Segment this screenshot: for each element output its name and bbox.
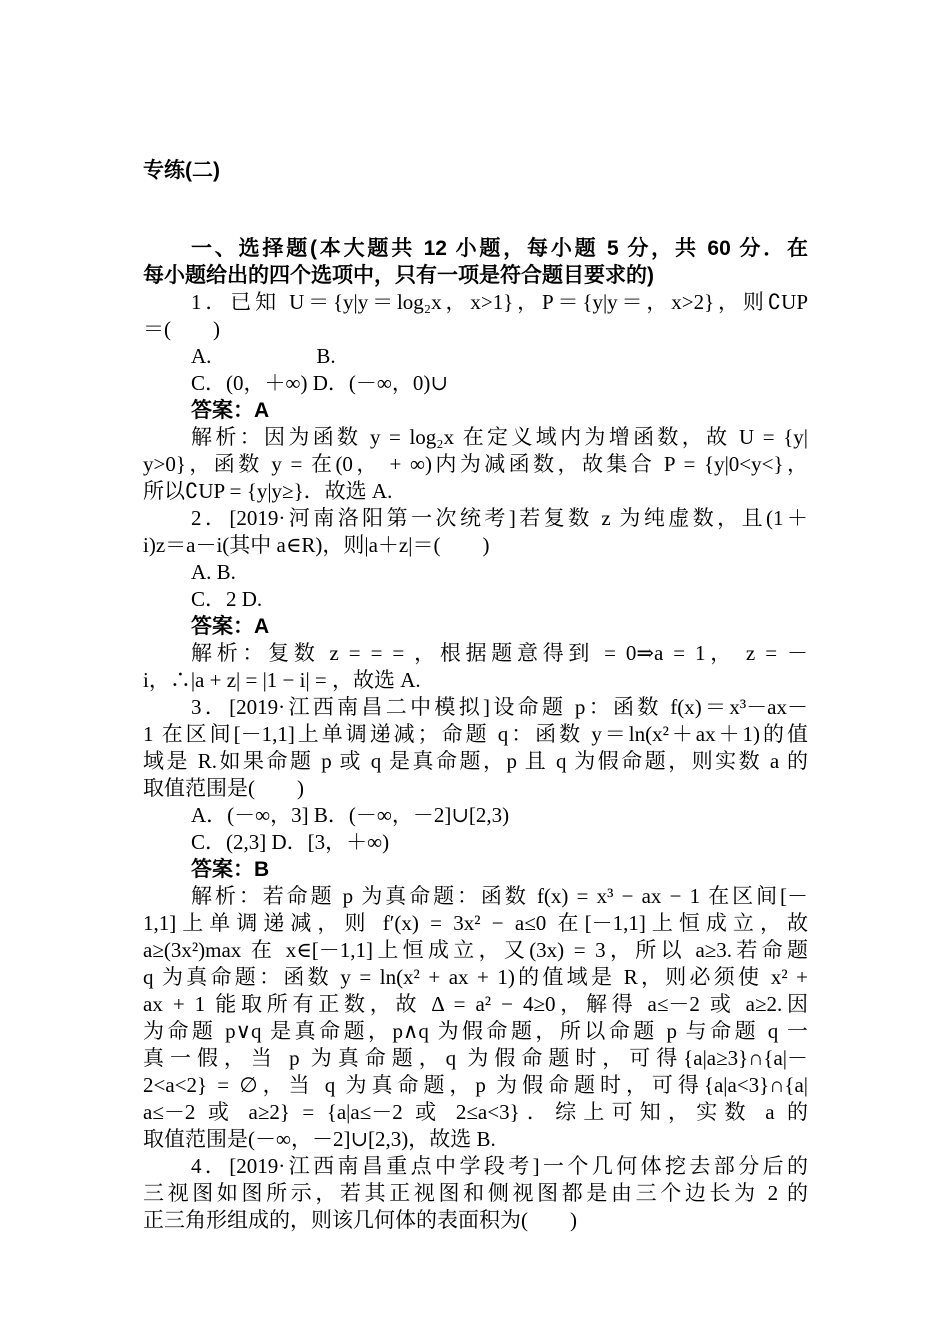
solution-line: 1,1]上单调递减，则 f′(x) = 3x² − a≤0 在[－1,1]上恒成立，故 — [143, 911, 808, 935]
solution-line: a≥(3x²)max 在 x∈[－1,1]上恒成立，又(3x) = 3，所以 a≥3.若命题 — [143, 938, 808, 962]
answer-line: 答案：B — [191, 858, 270, 881]
solution-line: i，∴|a + z| = |1 − i| = ，故选 A. — [143, 668, 421, 692]
question-line: 三视图如图所示，若其正视图和侧视图都是由三个边长为 2 的 — [143, 1181, 808, 1205]
solution-line: 所以∁UP = {y|y≥}．故选 A. — [143, 479, 393, 503]
question-line: 1 在区间[－1,1]上单调递减；命题 q：函数 y＝ln(x²＋ax＋1)的值 — [143, 722, 808, 746]
option-line: A．(－∞，3] B．(－∞，－2]∪[2,3) — [191, 803, 510, 827]
option-line: C．(2,3] D．[3，＋∞) — [191, 830, 390, 854]
solution-line: 解析：若命题 p 为真命题：函数 f(x) = x³ − ax − 1 在区间[－ — [191, 884, 808, 908]
answer-line: 答案：A — [191, 399, 270, 422]
option-line: C．(0，＋∞) D．(－∞，0)∪ — [191, 371, 448, 395]
solution-line: 真一假，当 p 为真命题，q 为假命题时，可得{a|a≥3}∩{a|－ — [143, 1046, 808, 1070]
question-line: 取值范围是( ) — [143, 776, 304, 800]
solution-line: a≤－2 或 a≥2} = {a|a≤－2 或 2≤a<3}．综上可知，实数 a 的 — [143, 1100, 808, 1124]
section-heading-cont: 每小题给出的四个选项中，只有一项是符合题目要求的) — [143, 264, 654, 287]
question-2: 2．[2019·河南洛阳第一次统考]若复数 z 为纯虚数，且(1＋ — [191, 506, 808, 530]
solution-line: 2<a<2} = ∅，当 q 为真命题，p 为假命题时，可得{a|a<3}∩{a| — [143, 1073, 808, 1097]
solution-line: q 为真命题：函数 y = ln(x² + ax + 1)的值域是 R，则必须使 x² + — [143, 965, 808, 989]
solution-line: 取值范围是(－∞，－2]∪[2,3)，故选 B. — [143, 1127, 496, 1151]
solution-line: ax + 1 能取所有正数，故 Δ = a² − 4≥0，解得 a≤－2 或 a≥2.因 — [143, 992, 808, 1016]
question-line: 域是 R.如果命题 p 或 q 是真命题，p 且 q 为假命题，则实数 a 的 — [143, 749, 808, 773]
question-line: i)z＝a－i(其中 a∈R)，则|a＋z|＝( ) — [143, 533, 490, 557]
question-1: 1．已知 U＝{y|y＝log₂x，x>1}，P＝{y|y＝，x>2}，则∁UP — [191, 290, 808, 314]
option-line: C．2 D. — [191, 587, 263, 611]
question-4: 4．[2019·江西南昌重点中学段考]一个几何体挖去部分后的 — [191, 1154, 808, 1178]
solution-line: 解析：复数 z = = = ，根据题意得到 = 0⇒a = 1， z = － — [191, 641, 808, 665]
solution-line: 解析：因为函数 y = log₂x 在定义域内为增函数，故 U = {y| — [191, 425, 808, 449]
solution-line: 为命题 p∨q 是真命题，p∧q 为假命题，所以命题 p 与命题 q 一 — [143, 1019, 808, 1043]
question-line: ＝( ) — [143, 317, 220, 341]
option-line: A. B. — [191, 344, 336, 368]
solution-line: y>0}，函数 y = 在(0， + ∞)内为减函数，故集合 P = {y|0<y<}， — [143, 452, 808, 476]
section-heading: 一、选择题(本大题共 12 小题，每小题 5 分，共 60 分．在 — [191, 237, 808, 260]
answer-line: 答案：A — [191, 615, 270, 638]
page-title: 专练(二) — [143, 159, 220, 182]
option-line: A. B. — [191, 560, 236, 584]
question-line: 正三角形组成的，则该几何体的表面积为( ) — [143, 1208, 577, 1232]
question-3: 3．[2019·江西南昌二中模拟]设命题 p：函数 f(x)＝x³－ax－ — [191, 695, 808, 719]
